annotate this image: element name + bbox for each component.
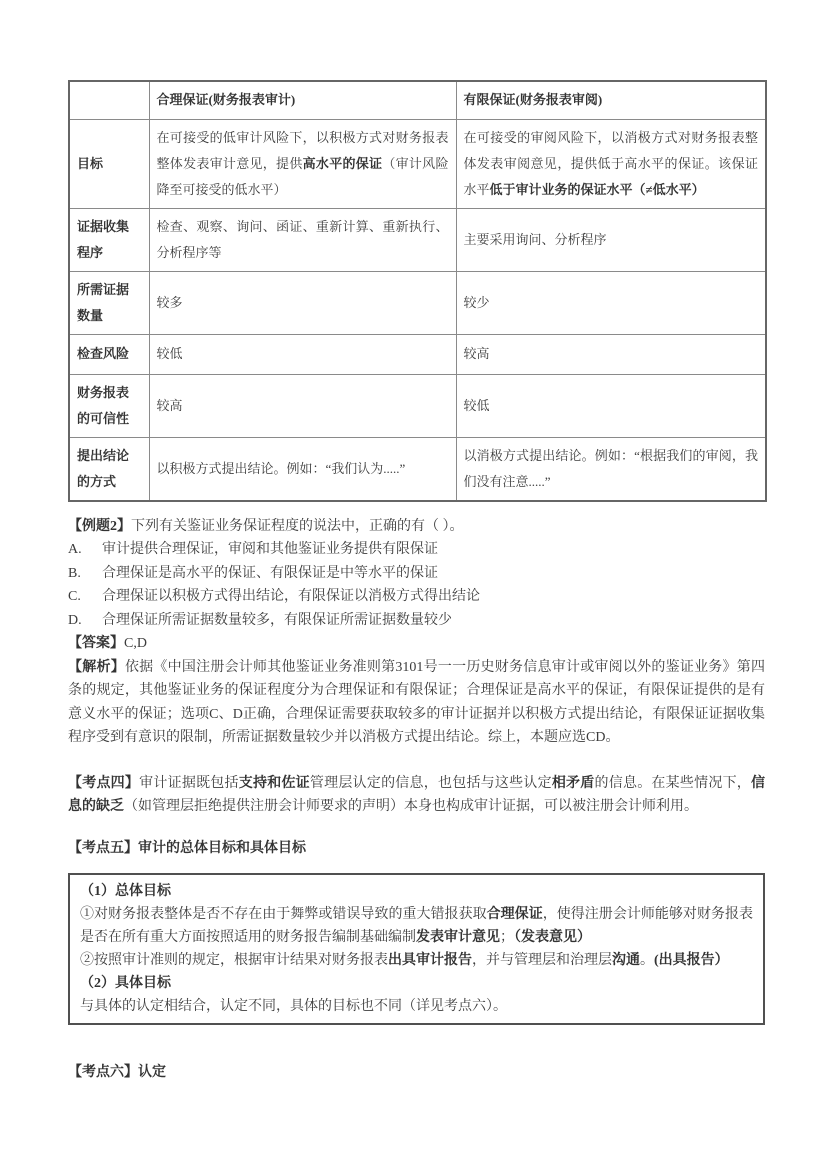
reasonable-assurance-cell: [149, 374, 456, 437]
keypoint4-paragraph: [68, 772, 765, 819]
example-question: [68, 515, 765, 539]
text-segment: ，使得注册会计师能够对财务报表是否在所有重大方面按照适用的财务报告编制基础编制: [80, 907, 754, 945]
option-key: A.: [68, 542, 82, 557]
table-row: [69, 208, 766, 271]
box-line: [80, 949, 753, 972]
limited-assurance-cell: [456, 119, 766, 208]
reasonable-assurance-cell: [149, 437, 456, 501]
text-segment: 较低: [463, 397, 490, 413]
keypoint6-heading: [68, 1061, 765, 1085]
box-line: [80, 995, 753, 1018]
text-segment: 较高: [156, 397, 183, 413]
keypoint5-heading: [68, 837, 765, 861]
text-segment: 较多: [156, 294, 183, 310]
reasonable-assurance-cell: [149, 271, 456, 334]
analysis-paragraph: [68, 656, 765, 750]
option-text: 审计提供合理保证，审阅和其他鉴证业务提供有限保证: [102, 542, 438, 557]
text-segment: 依据《中国注册会计师其他鉴证业务准则第3101号一一历史财务信息审计或审阅以外的鉴证业务》第四条的规定，其他鉴证业务的保证程度分为合理保证和有限保证；合理保证是高水平的保证，有限保证提供的是有意义水平的保证；选项C、D正确，合理保证需要获取较多的审计证据并以积极方式提出结论，有限保证证据收集程序受到有意识的限制，所需证据数量较少并以消极方式提出结论。综上，本题应选CD。: [68, 659, 765, 745]
bold-text-segment: 【考点六】认定: [68, 1065, 166, 1080]
option-item: [68, 538, 765, 562]
answer-line: [68, 632, 765, 656]
text-segment: 在可接受的低审计风险下，以积极方式对财务报表整体发表审计意见，提供: [156, 129, 449, 171]
table-header-limited-assurance: 有限保证(财务报表审阅): [456, 81, 766, 119]
box-line: [80, 880, 753, 903]
row-label-cell: 目标: [69, 119, 149, 208]
text-segment: （如管理层拒绝提供注册会计师要求的声明）本身也构成审计证据，可以被注册会计师利用。: [124, 799, 698, 814]
row-label-cell: 证据收集程序: [69, 208, 149, 271]
bold-text-segment: (出具报告）: [654, 953, 729, 968]
bold-text-segment: 出具审计报告: [388, 953, 472, 968]
text-segment: 主要采用询问、分析程序: [463, 231, 607, 247]
option-text: 合理保证是高水平的保证、有限保证是中等水平的保证: [102, 565, 438, 581]
text-segment: 管理层认定的信息，也包括与这些认定: [309, 775, 552, 791]
bold-text-segment: 发表审计意见: [416, 930, 500, 945]
option-key: B.: [68, 565, 81, 581]
row-label-cell: 检查风险: [69, 334, 149, 374]
table-row: [69, 374, 766, 437]
option-text: 合理保证以积极方式得出结论，有限保证以消极方式得出结论: [102, 589, 480, 604]
bold-text-segment: 相矛盾: [551, 775, 595, 791]
bold-text-segment: 高水平的保证: [302, 155, 383, 171]
option-item: [68, 585, 765, 609]
text-segment: ②按照审计准则的规定，根据审计结果对财务报表: [80, 953, 388, 968]
bold-text-segment: 【答案】: [68, 636, 124, 651]
text-segment: ，并与管理层和治理层: [472, 953, 612, 968]
option-item: [68, 562, 765, 586]
text-segment: 较少: [463, 294, 490, 310]
limited-assurance-cell: [456, 437, 766, 501]
bold-text-segment: 【例题2】: [68, 518, 131, 534]
bold-text-segment: （1）总体目标: [80, 884, 171, 899]
limited-assurance-cell: [456, 374, 766, 437]
option-text: 合理保证所需证据数量较多，有限保证所需证据数量较少: [102, 612, 452, 628]
table-header-reasonable-assurance: 合理保证(财务报表审计): [149, 81, 456, 119]
text-segment: 下列有关鉴证业务保证程度的说法中，正确的有（ ）。: [131, 518, 464, 534]
reasonable-assurance-cell: [149, 119, 456, 208]
text-segment: 与具体的认定相结合，认定不同，具体的目标也不同（详见考点六）。: [80, 999, 507, 1014]
table-header-row: [69, 81, 766, 119]
text-segment: 以积极方式提出结论。例如：“我们认为.....”: [156, 460, 406, 476]
limited-assurance-cell: [456, 334, 766, 374]
table-row: [69, 271, 766, 334]
option-key: C.: [68, 589, 81, 604]
bold-text-segment: 【考点四】: [68, 775, 140, 791]
text-segment: 在可接受的审阅风险下，以消极方式对财务报表整体发表审阅意见，提供低于高水平的保证。该保证水平: [463, 129, 758, 197]
text-segment: ①对财务报表整体是否不存在由于舞弊或错误导致的重大错报获取: [80, 907, 487, 922]
text-segment: （审计风险降至可接受的低水平）: [156, 155, 449, 197]
bold-text-segment: 合理保证: [486, 907, 543, 922]
option-item: [68, 609, 765, 633]
bold-text-segment: 【考点五】审计的总体目标和具体目标: [68, 840, 306, 856]
option-list: [68, 538, 765, 632]
text-segment: 以消极方式提出结论。例如：“根据我们的审阅，我们没有注意.....”: [463, 447, 758, 489]
table-corner-cell: [69, 81, 149, 119]
box-line: [80, 972, 753, 995]
bold-text-segment: 信息的缺乏: [68, 775, 766, 814]
bold-text-segment: 支持和佐证: [238, 775, 310, 791]
text-segment: 。: [640, 953, 654, 968]
option-key: D.: [68, 612, 82, 628]
bold-text-segment: 低于审计业务的保证水平（≠低水平）: [489, 181, 705, 197]
text-segment: C,D: [124, 636, 147, 651]
row-label-cell: 财务报表的可信性: [69, 374, 149, 437]
limited-assurance-cell: [456, 208, 766, 271]
document-content: [68, 80, 765, 1085]
row-label-cell: 提出结论的方式: [69, 437, 149, 501]
box-line: [80, 903, 753, 949]
bold-text-segment: （发表意见）: [514, 930, 591, 945]
keypoint5-box: [68, 873, 765, 1025]
assurance-comparison-table: [68, 80, 767, 502]
row-label-cell: 所需证据数量: [69, 271, 149, 334]
reasonable-assurance-cell: [149, 208, 456, 271]
bold-text-segment: 沟通: [612, 953, 640, 968]
text-segment: 较低: [156, 346, 183, 361]
reasonable-assurance-cell: [149, 334, 456, 374]
text-segment: 检查、观察、询问、函证、重新计算、重新执行、分析程序等: [156, 218, 449, 260]
table-row: [69, 437, 766, 501]
bold-text-segment: （2）具体目标: [80, 976, 171, 991]
table-row: [69, 119, 766, 208]
table-row: [69, 334, 766, 374]
text-segment: 较高: [463, 346, 490, 361]
text-segment: ；: [500, 930, 514, 945]
bold-text-segment: 【解析】: [68, 659, 125, 675]
text-segment: 审计证据既包括: [139, 775, 239, 791]
text-segment: 的信息。在某些情况下，: [594, 775, 752, 791]
limited-assurance-cell: [456, 271, 766, 334]
